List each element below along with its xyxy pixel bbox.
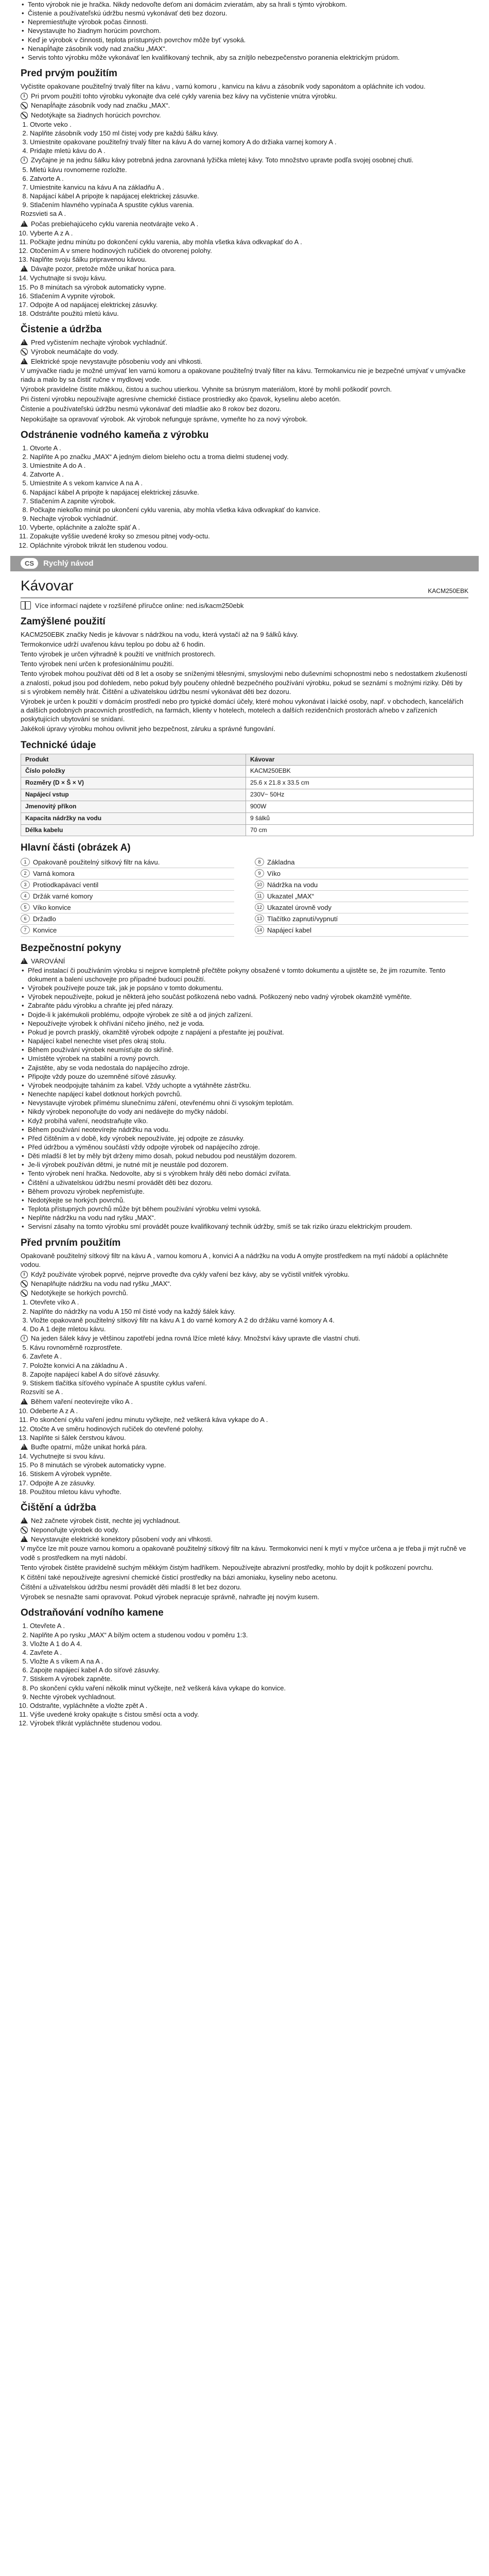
- note-text: Pred vyčistením nechajte výrobok vychladnúť.: [31, 338, 168, 347]
- bullet-item: • Před instalací či používáním výrobku si nejprve kompletně přečtěte pokyny obsažené v tomto dokumentu a ujistěte se, že jim rozumíte. Tento dokument a balení uschovejte pro případné budoucí použití.: [28, 966, 468, 984]
- paragraph: Tento výrobek mohou používat děti od 8 let a osoby se sníženými tělesnými, smyslovými nebo duševními schopnostmi nebo s nedostatkem zkušeností a znalostí, pokud jsou pod dohledem, nebo pokud byly poučeny ohledně bezpečného používání výrobku, pokud se seznámí s možnými riziky. Děti by si s výrobkem neměly hrát. Čištění a uživatelskou údržbu nesmí vykonávat děti bez dozoru.: [21, 670, 467, 696]
- product-code: KACM250EBK: [428, 587, 468, 595]
- sk-cleaning-notes: [21, 338, 468, 365]
- step-item: 10. Vyberte A z A .: [30, 229, 468, 238]
- note-row: [21, 338, 468, 347]
- cs-first-use-steps-d: [21, 1452, 468, 1496]
- step-item: 12. Otočte A ve směru hodinových ručiček do otevřené polohy.: [30, 1425, 468, 1433]
- paragraph: Čistenie a používateľskú údržbu nesmú vykonávať deti mladšie ako 8 rokov bez dozoru.: [21, 405, 282, 413]
- step-item: 9. Stlačením hlavného vypínača A spustite cyklus varenia.: [30, 200, 468, 209]
- cs-first-use-warn: ! Během vaření neotevírejte víko A .: [21, 1397, 468, 1406]
- bullet-item: • Čistenie a používateľskú údržbu nesmú vykonávať deti bez dozoru.: [28, 9, 468, 18]
- spec-row: [21, 801, 474, 812]
- cs-cleaning-title: Čištění a údržba: [21, 1502, 96, 1513]
- part-number: 9: [255, 869, 264, 877]
- part-label: Protiodkapávací ventil: [33, 880, 99, 889]
- note-row: [21, 1535, 468, 1544]
- part-label: Držadlo: [33, 915, 56, 923]
- prohibited-icon: [21, 102, 28, 109]
- part-number: 11: [255, 892, 264, 900]
- cs-first-use-steps-c: [21, 1406, 468, 1442]
- part-label: Tlačítko zapnutí/vypnutí: [267, 915, 338, 923]
- part-number: 3: [21, 880, 30, 889]
- spec-value: 70 cm: [246, 824, 474, 836]
- note-text: Nenapĺňajte zásobník vody nad značku „MAX“.: [31, 101, 170, 110]
- prohibited-icon: [21, 348, 28, 355]
- part-label: Nádržka na vodu: [267, 880, 318, 889]
- bullet-item: • Výrobek používejte pouze tak, jak je popsáno v tomto dokumentu.: [28, 984, 468, 992]
- bullet-item: • Servis tohto výrobku môže vykonávať len kvalifikovaný technik, aby sa zníţilo nebezpečenstvo poranenia elektrickým prúdom.: [28, 53, 468, 62]
- warning-icon: [21, 1536, 28, 1542]
- step-item: 11. Počkajte jednu minútu po dokončení cyklu varenia, aby mohla všetka káva odkvapkať do A .: [30, 238, 468, 246]
- bullet-item: • Nenechte napájecí kabel dotknout horkých povrchů.: [28, 1090, 468, 1098]
- bullet-item: • Během používání výrobek neumísťujte do skříně.: [28, 1045, 468, 1054]
- warning-icon: [21, 358, 28, 364]
- part-label: Víko konvice: [33, 904, 71, 912]
- cs-intended-paragraphs: [21, 630, 468, 734]
- note-text: Nenaplňujte nádržku na vodu nad ryšku „MAX“.: [31, 1280, 172, 1288]
- warning-icon: [21, 265, 28, 272]
- step-item: 5. Vložte A s víkem A na A .: [30, 1657, 468, 1666]
- note-row: [21, 1526, 468, 1534]
- part-item: [21, 868, 234, 879]
- step-item: 10. Odstraňte, vypláchněte a vložte zpět A .: [30, 1701, 468, 1710]
- prohibited-icon: [21, 112, 28, 119]
- cs-first-use-intro: Opakovaně použitelný sítkový filtr na kávu A , varnou komoru A , konvici A a nádržku na vodu A omyjte prostředkem na mytí nádobí a opláchněte vodou.: [21, 1251, 448, 1268]
- cs-safety-warning: ! VAROVÁNÍ: [21, 957, 468, 965]
- paragraph: Pri čistení výrobku nepoužívajte agresívne chemické čistiace prostriedky ako čpavok, kyselinu alebo acetón.: [21, 395, 341, 403]
- note-row: [21, 92, 468, 100]
- part-label: Držák varné komory: [33, 892, 93, 900]
- step-item: 8. Zapojte napájecí kabel A do síťové zásuvky.: [30, 1370, 468, 1379]
- step-item: 6. Napájací kábel A pripojte k napájacej elektrickej zásuvke.: [30, 488, 468, 497]
- sk-first-use-warn: ! Počas prebiehajúceho cyklu varenia neotvárajte veko A .: [21, 219, 468, 228]
- step-item: 2. Naplňte A po rysku „MAX“ A bílým octem a studenou vodou v poměru 1:3.: [30, 1631, 468, 1639]
- paragraph: Výrobok pravidelne čistite mäkkou, čistou a suchou utierkou. Vyhnite sa brúsnym materiálom, ktoré by mohli poškodiť povrch.: [21, 385, 392, 394]
- info-icon: i: [21, 93, 28, 100]
- bullet-item: • Umístěte výrobek na stabilní a rovný povrch.: [28, 1054, 468, 1063]
- step-item: 12. Otočením A v smere hodinových ručičiek do otvorenej polohy.: [30, 246, 468, 255]
- step-item: 14. Vychutnejte si svou kávu.: [30, 1452, 468, 1461]
- spec-header-value: Kávovar: [246, 754, 474, 766]
- sk-first-use-light: Rozsvieti sa A .: [21, 210, 66, 218]
- step-item: 7. Stlačením A zapnite výrobok.: [30, 497, 468, 505]
- bullet-item: • Připojte vždy pouze do uzemněné síťové zásuvky.: [28, 1072, 468, 1081]
- prohibited-icon: [21, 1527, 28, 1534]
- part-number: 8: [255, 858, 264, 866]
- cs-first-use-note: i Na jeden šálek kávy je většinou zapotřebí jedna rovná lžíce mleté kávy. Množství kávy upravte dle vlastní chuti.: [21, 1334, 468, 1343]
- sk-first-use-steps-c: [21, 229, 468, 264]
- cs-cleaning-notes: [21, 1516, 468, 1544]
- step-item: 9. Nechajte výrobok vychladnúť.: [30, 514, 468, 523]
- note-text: Nedotýkajte sa žiadnych horúcich povrchov.: [31, 111, 161, 119]
- paragraph: V myčce lze mít pouze varnou komoru a opakovaně použitelný sítkový filtr na kávu. Termokonvici není k mytí v myčce určena a je třeba ji mýt ručně ve vodě s prostředkem na mytí nádobí.: [21, 1545, 466, 1562]
- note-text: Nedotýkejte se horkých povrchů.: [31, 1289, 128, 1297]
- warning-icon: [21, 1444, 28, 1450]
- step-item: 7. Umiestnite kanvicu na kávu A na základňu A .: [30, 183, 468, 192]
- part-label: Konvice: [33, 926, 57, 935]
- bullet-item: • Nepoužívejte výrobek k ohřívání ničeho jiného, než je voda.: [28, 1019, 468, 1028]
- step-item: 1. Otevřete víko A .: [30, 1298, 468, 1307]
- bullet-item: • Nevystavujte výrobek přímému slunečnímu záření, otevřenému ohni či vysokým teplotám.: [28, 1098, 468, 1107]
- spec-label: Číslo položky: [21, 766, 246, 777]
- part-number: 10: [255, 880, 264, 889]
- bullet-item: • Teplota přístupných povrchů může být během používání výrobku velmi vysoká.: [28, 1205, 468, 1213]
- paragraph: Termokonvice udrží uvařenou kávu teplou po dobu až 6 hodin.: [21, 640, 205, 649]
- paragraph: Výrobek se nesnažte sami opravovat. Pokud výrobek nepracuje správně, nahraďte jej novým kusem.: [21, 1593, 320, 1601]
- part-item: [21, 902, 234, 913]
- book-icon: [21, 601, 31, 609]
- parts-list: [21, 857, 468, 937]
- paragraph: Výrobek je určen k použití v domácím prostředí nebo pro typické domácí účely, které mohou vykonávat i laické osoby, např. v obchodech, kancelářích a dalších podobných pracovních prostředích, na farmách, klienty v hotelech, motelech a dalších rezidenčních prostorách a/nebo v zařízeních poskytujících ubytování se snídaní.: [21, 697, 464, 723]
- bullet-item: • Zajistěte, aby se voda nedostala do napájecího zdroje.: [28, 1063, 468, 1072]
- step-item: 1. Otvorte veko .: [30, 120, 468, 129]
- part-number: 12: [255, 903, 264, 911]
- step-item: 2. Naplňte do nádržky na vodu A 150 ml čisté vody na každý šálek kávy.: [30, 1307, 468, 1316]
- step-item: 3. Vložte opakovaně použitelný sítkový filtr na kávu A 1 do varné komory A 2 do držáku varné komory A 4.: [30, 1316, 468, 1325]
- bullet-item: • Je-li výrobek používán dětmi, je nutné mít je neustále pod dozorem.: [28, 1160, 468, 1169]
- note-row: [21, 111, 468, 120]
- cs-safety-title: Bezpečnostní pokyny: [21, 942, 121, 954]
- step-item: 8. Napájací kábel A pripojte k napájacej elektrickej zásuvke.: [30, 192, 468, 200]
- info-icon: i: [21, 1271, 28, 1278]
- prohibited-icon: [21, 1280, 28, 1287]
- info-icon: i: [21, 1335, 28, 1342]
- cs-first-use-light: Rozsvítí se A .: [21, 1387, 63, 1396]
- step-item: 18. Odstráňte použitú mletú kávu.: [30, 309, 468, 318]
- note-text: Elektrické spoje nevystavujte pôsobeniu vody ani vlhkosti.: [31, 357, 203, 365]
- spec-row: [21, 812, 474, 824]
- online-manual-text: Více informací najdete v rozšířené příručce online: ned.is/kacm250ebk: [35, 601, 244, 609]
- spec-value: 900W: [246, 801, 474, 812]
- cs-cleaning-paragraphs: [21, 1544, 468, 1601]
- bullet-item: • Pokud je povrch prasklý, okamžitě výrobek odpojte z napájení a přestaňte jej používat.: [28, 1028, 468, 1037]
- step-item: 9. Stiskem tlačítka síťového vypínače A spustíte cyklus vaření.: [30, 1379, 468, 1387]
- bullet-item: • Keď je výrobok v činnosti, teplota prístupných povrchov môže byť vysoká.: [28, 36, 468, 44]
- spec-row: [21, 777, 474, 789]
- step-item: 15. Po 8 minutách se výrobek automaticky vypne.: [30, 1461, 468, 1469]
- sk-first-use-title: Pred prvým použitím: [21, 68, 117, 79]
- note-text: Výrobok neumáčajte do vody.: [31, 348, 119, 356]
- step-item: 11. Zopakujte vyššie uvedené kroky so zmesou pitnej vody-octu.: [30, 532, 468, 540]
- step-item: 4. Pridajte mletú kávu do A .: [30, 146, 468, 155]
- bullet-item: • Napájecí kabel nenechte viset přes okraj stolu.: [28, 1037, 468, 1045]
- online-manual-line: [21, 601, 468, 610]
- spec-value: 25.6 x 21.8 x 33.5 cm: [246, 777, 474, 789]
- step-item: 4. Do A 1 dejte mletou kávu.: [30, 1325, 468, 1333]
- step-item: 8. Počkajte niekoľko minút po ukončení cyklu varenia, aby mohla všetka káva odkvapkať do kanvice.: [30, 505, 468, 514]
- part-item: [21, 857, 234, 868]
- bullet-item: • Před čištěním a v době, kdy výrobek nepoužíváte, jej odpojte ze zásuvky.: [28, 1134, 468, 1143]
- sk-first-use-note: i Zvyčajne je na jednu šálku kávy potrebná jedna zarovnaná lyžička mletej kávy. Toto množstvo upravte podľa svojej osobnej chuti.: [21, 156, 468, 164]
- note-row: [21, 1289, 468, 1297]
- sk-first-use-notes: [21, 92, 468, 119]
- warning-icon: [21, 221, 28, 227]
- cs-parts-title: Hlavní části (obrázek A): [21, 842, 131, 854]
- part-number: 5: [21, 903, 30, 911]
- bullet-item: • Zabraňte pádu výrobku a chraňte jej před nárazy.: [28, 1001, 468, 1010]
- spec-label: Rozměry (D × Š × V): [21, 777, 246, 789]
- step-item: 5. Mletú kávu rovnomerne rozložte.: [30, 165, 468, 174]
- paragraph: KACM250EBK značky Nedis je kávovar s nádržkou na vodu, která vystačí až na 9 šálků kávy.: [21, 630, 299, 638]
- part-number: 13: [255, 914, 264, 923]
- step-item: 18. Použitou mletou kávu vyhoďte.: [30, 1487, 468, 1496]
- step-item: 6. Zatvorte A .: [30, 174, 468, 183]
- sk-cleaning-title: Čistenie a údržba: [21, 324, 102, 335]
- cs-descale-title: Odstraňování vodního kamene: [21, 1607, 164, 1619]
- paragraph: Tento výrobek je určen výhradně k použití ve vnitřních prostorech.: [21, 650, 216, 658]
- step-item: 13. Naplňte si šálek čerstvou kávou.: [30, 1433, 468, 1442]
- step-item: 13. Naplňte svoju šálku pripravenou kávou.: [30, 255, 468, 264]
- part-label: Napájecí kabel: [267, 926, 311, 935]
- sk-descale-steps: [21, 444, 468, 550]
- cs-first-use-steps: [21, 1298, 468, 1333]
- step-item: 2. Naplňte zásobník vody 150 ml čistej vody pre každú šálku kávy.: [30, 129, 468, 138]
- spec-label: Kapacita nádržky na vodu: [21, 812, 246, 824]
- product-title: Kávovar: [21, 577, 74, 594]
- spec-value: 9 šálků: [246, 812, 474, 824]
- spec-label: Jmenovitý příkon: [21, 801, 246, 812]
- paragraph: Tento výrobek čistěte pravidelně suchým měkkým čistým hadříkem. Nepoužívejte abrazivní prostředky, mohlo by dojít k poškození povrchu.: [21, 1563, 433, 1571]
- note-text: Neponořujte výrobek do vody.: [31, 1526, 119, 1534]
- step-item: 11. Výše uvedené kroky opakujte s čistou směsí octa a vody.: [30, 1710, 468, 1719]
- step-item: 1. Otvorte A .: [30, 444, 468, 452]
- step-item: 4. Zavřete A .: [30, 1648, 468, 1657]
- spec-value: 230V~ 50Hz: [246, 789, 474, 801]
- part-number: 2: [21, 869, 30, 877]
- sk-first-use-steps-b: [21, 165, 468, 210]
- spec-table: [21, 754, 474, 837]
- note-text: Než začnete výrobek čistit, nechte jej vychladnout.: [31, 1516, 181, 1524]
- bullet-item: • Výrobek neodpojujte taháním za kabel. Vždy uchopte a vytáhněte zástrčku.: [28, 1081, 468, 1090]
- bullet-item: • Nedotýkejte se horkých povrchů.: [28, 1196, 468, 1205]
- cs-section-banner: [10, 556, 479, 571]
- part-item: [255, 891, 468, 902]
- document-page: [10, 0, 479, 1731]
- step-item: 1. Otevřete A .: [30, 1621, 468, 1630]
- cs-safety-bullets: [21, 966, 468, 1231]
- part-number: 7: [21, 926, 30, 934]
- bullet-item: • Výrobek nepoužívejte, pokud je některá jeho součást poškozená nebo vadná. Poškozený nebo vadný výrobek okamžitě vyměňte.: [28, 992, 468, 1001]
- part-item: [255, 879, 468, 891]
- note-row: [21, 1516, 468, 1525]
- step-item: 12. Opláchnite výrobok trikrát len studenou vodou.: [30, 541, 468, 550]
- bullet-item: • Děti mladší 8 let by měly být drženy mimo dosah, pokud nebudou pod neustálým dozorem.: [28, 1151, 468, 1160]
- sk-first-use-steam: ! Dávajte pozor, pretože môže unikať horúca para.: [21, 264, 468, 273]
- part-item: [255, 913, 468, 925]
- prohibited-icon: [21, 1290, 28, 1297]
- language-badge: CS: [21, 558, 38, 569]
- step-item: 4. Zatvorte A .: [30, 470, 468, 479]
- bullet-item: • Tento výrobek není hračka. Nedovolte, aby si s výrobkem hrály děti nebo domácí zvířata.: [28, 1169, 468, 1178]
- part-item: [255, 857, 468, 868]
- paragraph: V umývačke riadu je možné umývať len varnú komoru a opakovane použiteľný trvalý filter na kávu. Termokanvicu nie je bezpečné umývať v umývačke riadu a malo by sa čistiť ručne v mydlovej vode.: [21, 366, 466, 383]
- warning-icon: [21, 1398, 28, 1404]
- bullet-item: • Nevystavujte ho žiadnym horúcim povrchom.: [28, 26, 468, 35]
- step-item: 8. Po skončení cyklu vaření několik minut vyčkejte, než veškerá káva vykape do konvice.: [30, 1684, 468, 1692]
- step-item: 2. Naplňte A po značku „MAX“ A jedným dielom bieleho octu a troma dielmi studenej vody.: [30, 452, 468, 461]
- bullet-item: • Dojde-li k jakémukoli problému, odpojte výrobek ze sítě a od jiných zařízení.: [28, 1010, 468, 1019]
- part-label: Opakovaně použitelný sítkový filtr na kávu.: [33, 858, 160, 866]
- bullet-item: • Neplňte nádržku na vodu nad ryšku „MAX“.: [28, 1213, 468, 1222]
- bullet-item: • Nikdy výrobek neponořujte do vody ani nedávejte do myčky nádobí.: [28, 1107, 468, 1116]
- cs-first-use-title: Před prvním použitím: [21, 1237, 121, 1248]
- step-item: 10. Odeberte A z A .: [30, 1406, 468, 1415]
- step-item: 7. Stiskem A výrobek zapněte.: [30, 1674, 468, 1683]
- banner-title: Rychlý návod: [43, 558, 94, 568]
- warning-icon: [21, 958, 28, 964]
- bullet-item: • Servisní zásahy na tomto výrobku smí provádět pouze kvalifikovaný technik údržby, smíš se tak riziko úrazu elektrickým proudem.: [28, 1222, 468, 1231]
- step-item: 16. Stiskem A výrobek vypněte.: [30, 1469, 468, 1478]
- bullet-item: • Během provozu výrobek nepřemisťujte.: [28, 1187, 468, 1196]
- sk-intro-bullets: [21, 0, 468, 62]
- part-item: [21, 891, 234, 902]
- note-row: [21, 347, 468, 356]
- step-item: 12. Výrobek třikrát vypláchněte studenou vodou.: [30, 1719, 468, 1727]
- step-item: 6. Zapojte napájecí kabel A do síťové zásuvky.: [30, 1666, 468, 1674]
- part-item: [21, 879, 234, 891]
- spec-label: Napájecí vstup: [21, 789, 246, 801]
- part-item: [21, 925, 234, 936]
- part-item: [255, 902, 468, 913]
- cs-first-use-steam: ! Buďte opatrní, může unikat horká pára.: [21, 1443, 468, 1451]
- note-text: Pri prvom použití tohto výrobku vykonajte dva celé cykly varenia bez kávy na vyčistenie vnútra výrobku.: [31, 92, 337, 100]
- paragraph: K čištění také nepoužívejte agresivní chemické čisticí prostředky na bázi amoniaku, kyseliny nebo acetonu.: [21, 1573, 338, 1581]
- step-item: 3. Umiestnite opakovane použiteľný trvalý filter na kávu A do varnej komory A do držiaka varnej komory A .: [30, 138, 468, 146]
- cs-first-use-steps-b: [21, 1343, 468, 1387]
- step-item: 5. Kávu rovnoměrně rozprostřete.: [30, 1343, 468, 1352]
- bullet-item: • Nenapĺňajte zásobník vody nad značku „MAX“.: [28, 44, 468, 53]
- sk-cleaning-paragraphs: [21, 366, 468, 423]
- bullet-item: • Čištění a uživatelskou údržbu nesmí provádět děti bez dozoru.: [28, 1178, 468, 1187]
- note-row: [21, 357, 468, 366]
- part-number: 4: [21, 892, 30, 900]
- step-item: 11. Po skončení cyklu vaření jednu minutu vyčkejte, než veškerá káva vykape do A .: [30, 1415, 468, 1424]
- bullet-item: • Když probíhá vaření, neodstraňujte víko.: [28, 1116, 468, 1125]
- note-row: [21, 1279, 468, 1288]
- part-label: Víko: [267, 869, 281, 877]
- step-item: 9. Nechte výrobek vychladnout.: [30, 1692, 468, 1701]
- sk-first-use-intro: Vyčistite opakovane použiteľný trvalý filter na kávu , varnú komoru , kanvicu na kávu a zásobník vody saponátom a opláchnite ich vodou.: [21, 82, 426, 91]
- part-item: [21, 913, 234, 925]
- paragraph: Tento výrobek není určen k profesionálnímu použití.: [21, 660, 174, 668]
- cs-specs-title: Technické údaje: [21, 739, 96, 751]
- paragraph: Nepokúšajte sa opravovať výrobok. Ak výrobok nefunguje správne, vymeňte ho za nový výrobok.: [21, 415, 308, 423]
- spec-value: KACM250EBK: [246, 766, 474, 777]
- spec-header-label: Produkt: [21, 754, 246, 766]
- part-number: 1: [21, 858, 30, 866]
- step-item: 5. Umiestnite A s vekom kanvice A na A .: [30, 479, 468, 487]
- note-text: Nevystavujte elektrické konektory působení vody ani vlhkosti.: [31, 1535, 213, 1544]
- bullet-item: • Nepremiestňujte výrobok počas činnosti.: [28, 18, 468, 26]
- step-item: 3. Vložte A 1 do A 4.: [30, 1639, 468, 1648]
- paragraph: Čištění a uživatelskou údržbu nesmí provádět děti mladší 8 let bez dozoru.: [21, 1583, 242, 1591]
- note-text: Když používáte výrobek poprvé, nejprve proveďte dva cykly vaření bez kávy, aby se vyčistil vnitřek výrobku.: [31, 1270, 350, 1278]
- cs-intended-title: Zamýšlené použití: [21, 616, 106, 627]
- bullet-item: • Tento výrobok nie je hračka. Nikdy nedovoľte deťom ani domácim zvieratám, aby sa hrali s týmto výrobkom.: [28, 0, 468, 9]
- step-item: 3. Umiestnite A do A .: [30, 461, 468, 470]
- spec-row: [21, 824, 474, 836]
- spec-label: Délka kabelu: [21, 824, 246, 836]
- warning-icon: [21, 1517, 28, 1523]
- step-item: 17. Odpojte A ze zásuvky.: [30, 1479, 468, 1487]
- cs-first-use-notes: [21, 1270, 468, 1297]
- step-item: 17. Odpojte A od napájacej elektrickej zásuvky.: [30, 300, 468, 309]
- note-row: [21, 101, 468, 110]
- part-label: Základna: [267, 858, 295, 866]
- sk-first-use-steps-d: [21, 274, 468, 318]
- step-item: 14. Vychutnajte si svoju kávu.: [30, 274, 468, 282]
- bullet-item: • Během používání neotevírejte nádržku na vodu.: [28, 1125, 468, 1134]
- part-item: [255, 925, 468, 936]
- step-item: 15. Po 8 minútach sa výrobok automaticky vypne.: [30, 283, 468, 292]
- step-item: 10. Vyberte, opláchnite a založte späť A .: [30, 523, 468, 532]
- part-number: 6: [21, 914, 30, 923]
- cs-descale-steps: [21, 1621, 468, 1727]
- step-item: 16. Stlačením A vypnite výrobok.: [30, 292, 468, 300]
- part-label: Varná komora: [33, 869, 75, 877]
- info-icon: i: [21, 157, 28, 164]
- bullet-item: • Před údržbou a výměnou součástí vždy odpojte výrobek od napájecího zdroje.: [28, 1143, 468, 1151]
- step-item: 7. Položte konvici A na základnu A .: [30, 1361, 468, 1370]
- part-item: [255, 868, 468, 879]
- note-row: [21, 1270, 468, 1279]
- product-header: [21, 577, 468, 598]
- warning-icon: [21, 339, 28, 345]
- paragraph: Jakékoli úpravy výrobku mohou ovlivnit jeho bezpečnost, záruku a správné fungování.: [21, 725, 276, 733]
- sk-first-use-steps: [21, 120, 468, 156]
- part-label: Ukazatel „MAX“: [267, 892, 315, 900]
- spec-row: [21, 766, 474, 777]
- part-label: Ukazatel úrovně vody: [267, 904, 332, 912]
- part-number: 14: [255, 926, 264, 934]
- step-item: 6. Zavřete A .: [30, 1352, 468, 1361]
- spec-row: [21, 789, 474, 801]
- sk-descale-title: Odstránenie vodného kameňa z výrobku: [21, 429, 209, 440]
